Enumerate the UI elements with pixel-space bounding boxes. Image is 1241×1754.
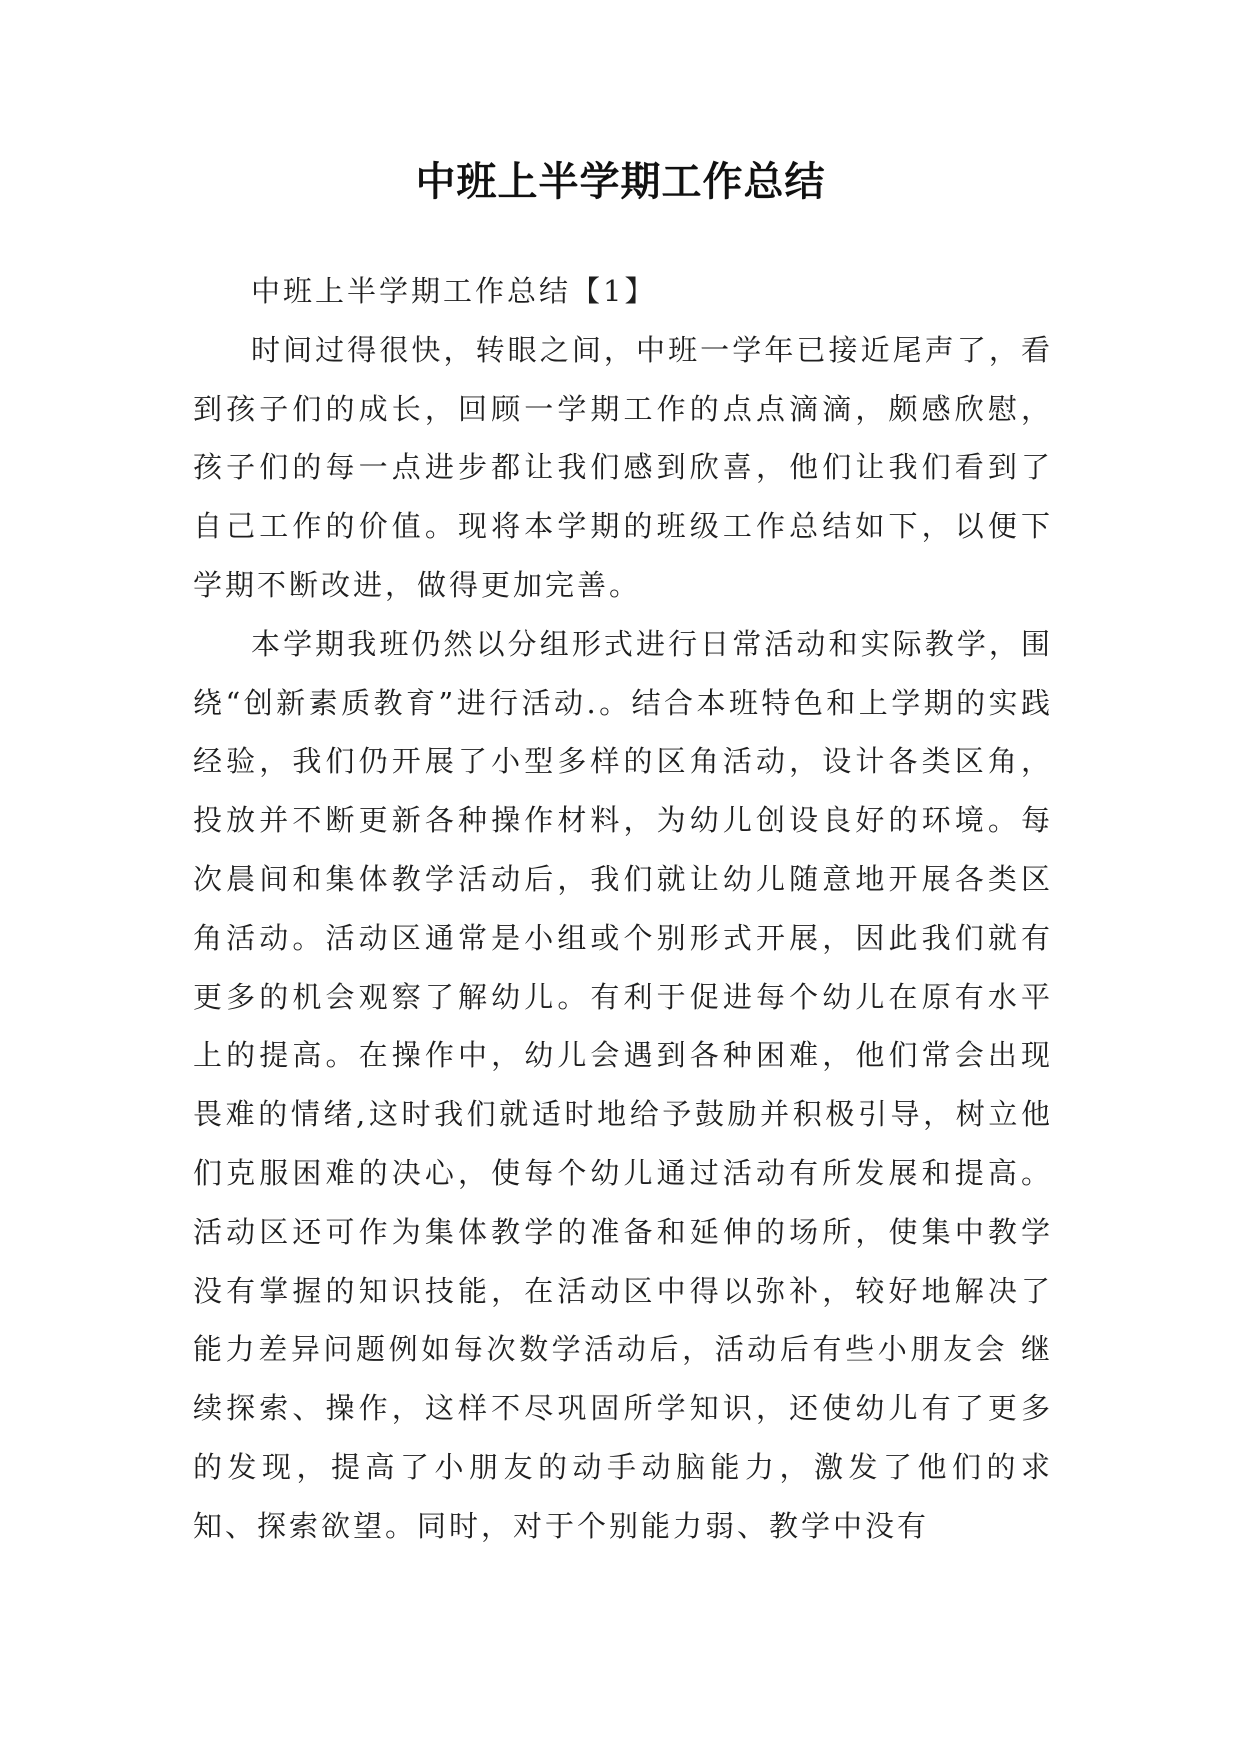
document-body <box>193 262 1053 1556</box>
paragraph-activities: 本学期我班仍然以分组形式进行日常活动和实际教学，围绕“创新素质教育”进行活动.。结合本班特色和上学期的实践经验，我们仍开展了小型多样的区角活动，设计各类区角，投放并不断更新各种操作材料，为幼儿创设良好的环境。每次晨间和集体教学活动后，我们就让幼儿随意地开展各类区角活动。活动区通常是小组或个别形式开展，因此我们就有更多的机会观察了解幼儿。有利于促进每个幼儿在原有水平上的提高。在操作中，幼儿会遇到各种困难，他们常会出现畏难的情绪,这时我们就适时地给予鼓励并积极引导，树立他们克服困难的决心，使每个幼儿通过活动有所发展和提高。活动区还可作为集体教学的准备和延伸的场所，使集中教学没有掌握的知识技能，在活动区中得以弥补，较好地解决了能力差异问题例如每次数学活动后，活动后有些小朋友会 继续探索、操作，这样不尽巩固所学知识，还使幼儿有了更多的发现，提高了小朋友的动手动脑能力，激发了他们的求知、探索欲望。同时，对于个别能力弱、教学中没有 <box>193 626 1053 1543</box>
document-title: 中班上半学期工作总结 <box>415 159 826 205</box>
section-heading: 中班上半学期工作总结【1】 <box>251 274 657 308</box>
paragraph-intro: 时间过得很快，转眼之间，中班一学年已接近尾声了，看到孩子们的成长，回顾一学期工作的点点滴滴，颇感欣慰，孩子们的每一点进步都让我们感到欣喜，他们让我们看到了自己工作的价值。现将本学期的班级工作总结如下，以便下学期不断改进，做得更加完善。 <box>193 332 1053 602</box>
